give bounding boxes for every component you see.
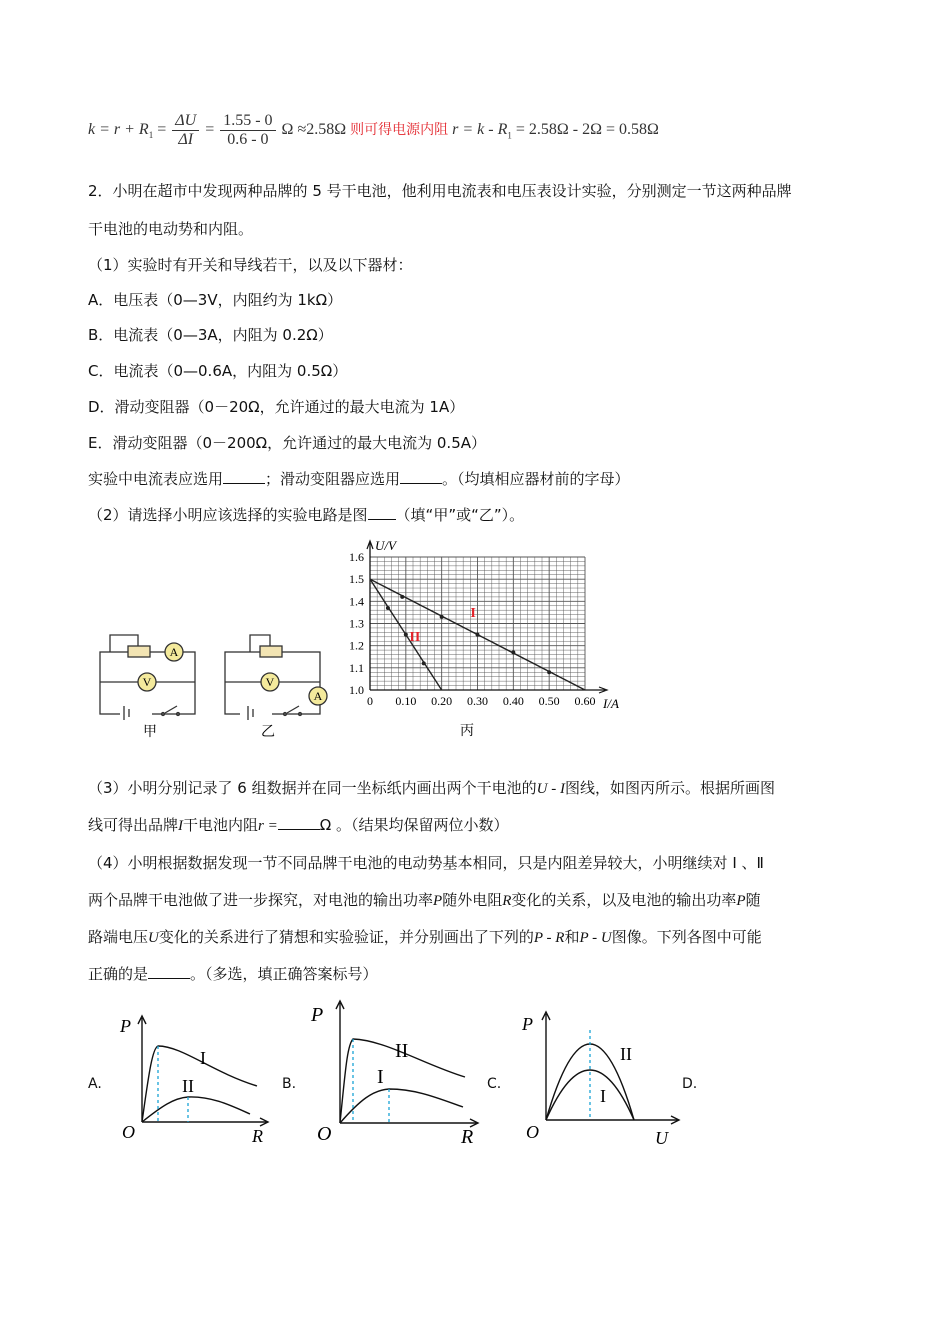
voltmeter-label-jia: V xyxy=(142,675,152,689)
part2-question: （2）请选择小明应该选择的实验电路是图 （填“甲”或“乙”）。 xyxy=(88,506,525,524)
graph-option-d-label: D. xyxy=(682,1076,698,1092)
ammeter-label-yi: A xyxy=(313,689,323,703)
graph-b-curve-ii: II xyxy=(395,1040,409,1062)
graph-a xyxy=(112,1010,277,1145)
circuit-yi xyxy=(225,635,327,720)
formula-k: k xyxy=(88,121,96,139)
answer-blank-resistance[interactable] xyxy=(278,815,320,830)
part3-line1: （3）小明分别记录了 6 组数据并在同一坐标纸内画出两个干电池的U - I图线，如图丙所示。根据所画图 xyxy=(88,779,775,797)
x-tick-label: 0.30 xyxy=(467,694,488,708)
part4-line4: 正确的是 。（多选，填正确答案标号） xyxy=(88,965,378,983)
option-e: E．滑动变阻器（0－200Ω，允许通过的最大电流为 0.5A） xyxy=(88,434,487,452)
formula-sub2: 1 xyxy=(507,130,512,141)
part1-question: 实验中电流表应选用 ；滑动变阻器应选用 。（均填相应器材前的字母） xyxy=(88,470,630,488)
graph-option-c-label: C. xyxy=(487,1076,502,1092)
data-point-II xyxy=(386,606,390,610)
y-tick-label: 1.2 xyxy=(349,638,364,653)
graph-c-o: O xyxy=(526,1122,539,1142)
option-b: B．电流表（0—3A，内阻为 0.2Ω） xyxy=(88,326,333,344)
answer-blank-rheostat[interactable] xyxy=(400,469,442,484)
part3-line2: 线可得出品牌I干电池内阻r = Ω 。（结果均保留两位小数） xyxy=(88,816,509,834)
ui-chart xyxy=(335,535,635,740)
graph-b-r: R xyxy=(461,1126,474,1145)
chart-grid xyxy=(370,557,585,690)
part4-line3: 路端电压U变化的关系进行了猜想和实验验证，并分别画出了下列的P - R和P - U图像。下列各图中可能 xyxy=(88,928,762,946)
voltmeter-label-yi: V xyxy=(265,675,275,689)
graph-a-o: O xyxy=(122,1122,135,1142)
part4-line2: 两个品牌干电池做了进一步探究，对电池的输出功率P随外电阻R变化的关系，以及电池的输出功率P随 xyxy=(88,891,761,909)
x-tick-label: 0.10 xyxy=(395,694,417,708)
data-point-II xyxy=(404,633,408,637)
x-tick-label: 0.60 xyxy=(574,694,596,708)
formula-line xyxy=(88,112,659,162)
data-point-II xyxy=(422,661,426,665)
option-a: A．电压表（0—3V，内阻约为 1kΩ） xyxy=(88,291,343,309)
data-point-I xyxy=(400,595,404,599)
series-label-II: II xyxy=(409,630,421,646)
answer-blank-graphs[interactable] xyxy=(148,964,190,979)
option-c: C．电流表（0—0.6A，内阻为 0.5Ω） xyxy=(88,362,348,380)
graph-a-p: P xyxy=(120,1016,131,1036)
graph-b-curve-i: I xyxy=(377,1066,384,1088)
formula-eq2: = xyxy=(157,121,167,139)
graph-a-r: R xyxy=(252,1126,263,1145)
series-label-I: I xyxy=(470,605,476,621)
y-tick-label: 1.5 xyxy=(349,572,364,587)
x-tick-label: 0.20 xyxy=(431,694,453,708)
y-tick-label: 1.1 xyxy=(349,660,364,675)
q2-intro-2: 干电池的电动势和内阻。 xyxy=(88,220,254,238)
data-point-I xyxy=(547,670,551,674)
formula-eq1: = $r + R_1$ xyxy=(99,121,154,141)
formula-r-result: = 2.58Ω - 2Ω = 0.58Ω xyxy=(515,121,659,139)
graph-b xyxy=(305,995,485,1145)
graph-c-p: P xyxy=(522,1014,533,1034)
option-d: D．滑动变阻器（0－20Ω，允许通过的最大电流为 1A） xyxy=(88,398,465,416)
graph-b-p: P xyxy=(311,1004,324,1026)
ammeter-label-jia: A xyxy=(169,645,179,659)
graph-c-curve-ii: II xyxy=(620,1044,632,1064)
q2-intro-1: 2．小明在超市中发现两种品牌的 5 号干电池，他利用电流表和电压表设计实验，分别测定一节这两种品牌 xyxy=(88,182,792,200)
y-tick-label: 1.4 xyxy=(349,594,364,609)
graph-c-u: U xyxy=(655,1128,668,1148)
x-axis-label: I/A xyxy=(603,696,619,711)
circuit-diagrams xyxy=(90,620,330,745)
formula-note: 则可得电源内阻 xyxy=(350,122,449,139)
x-tick-label: 0.50 xyxy=(538,694,560,708)
chart-caption-bing: 丙 xyxy=(460,724,474,739)
graph-option-a-label: A. xyxy=(88,1076,102,1092)
graph-a-curve-ii: II xyxy=(182,1076,194,1096)
formula-result: Ω ≈2.58Ω xyxy=(281,121,347,139)
graph-a-curve-i: I xyxy=(200,1048,206,1068)
data-point-I xyxy=(511,650,515,654)
graph-b-o: O xyxy=(317,1123,332,1145)
y-tick-label: 1.3 xyxy=(349,616,364,631)
y-tick-label: 1.0 xyxy=(349,683,364,697)
data-point-I xyxy=(440,615,444,619)
q2-part1: （1）实验时有开关和导线若干，以及以下器材： xyxy=(88,256,413,274)
y-tick-label: 1.6 xyxy=(349,550,364,564)
x-tick-label: 0.40 xyxy=(502,694,524,708)
graph-c-curve-i: I xyxy=(600,1086,606,1106)
formula-frac1: $\frac{\Delta U}{\Delta I}$ xyxy=(172,112,199,149)
formula-eq3: = xyxy=(205,121,215,139)
answer-blank-ammeter[interactable] xyxy=(223,469,265,484)
formula-r-expr: r = k - R xyxy=(452,121,508,139)
answer-blank-circuit[interactable] xyxy=(368,505,396,520)
graph-option-b-label: B. xyxy=(282,1076,297,1092)
formula-frac2: $\frac{1.55 - 0}{0.6 - 0}$ xyxy=(220,112,275,149)
graph-c xyxy=(520,1008,690,1148)
label-yi: 乙 xyxy=(261,725,275,740)
x-tick-label: 0 xyxy=(367,694,373,708)
part4-line1: （4）小明根据数据发现一节不同品牌干电池的电动势基本相同，只是内阻差异较大，小明继续对 Ⅰ 、Ⅱ xyxy=(88,854,764,872)
data-point-I xyxy=(476,633,480,637)
y-axis-label: U/V xyxy=(375,538,396,553)
label-jia: 甲 xyxy=(143,725,157,740)
